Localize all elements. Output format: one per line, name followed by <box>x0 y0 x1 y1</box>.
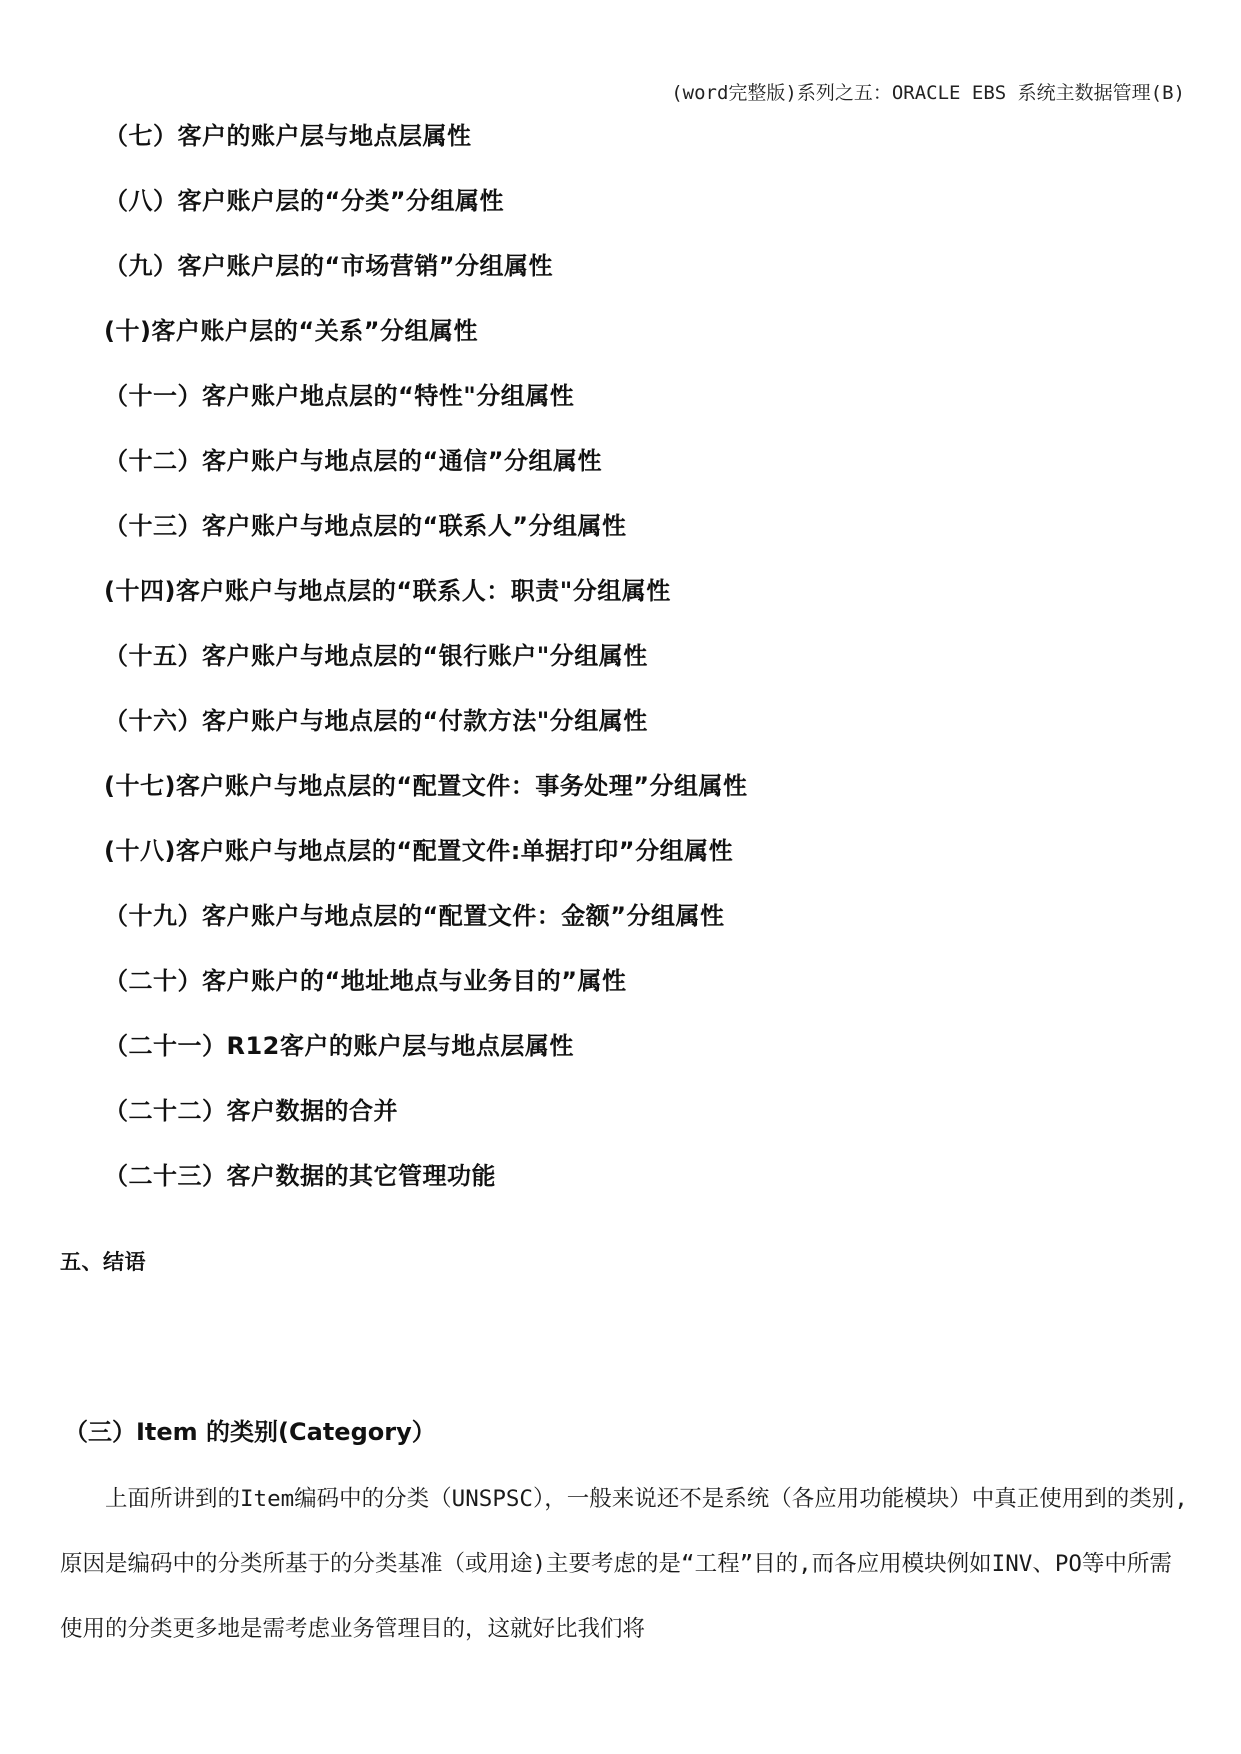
toc-item-19: （十九）客户账户与地点层的“配置文件：金额”分组属性 <box>104 902 725 930</box>
toc-item-13: （十三）客户账户与地点层的“联系人”分组属性 <box>104 512 627 540</box>
toc-item-23: （二十三）客户数据的其它管理功能 <box>104 1162 496 1190</box>
toc-item-11: （十一）客户账户地点层的“特性"分组属性 <box>104 382 575 410</box>
toc-item-8: （八）客户账户层的“分类”分组属性 <box>104 187 505 215</box>
section-heading-conclusion: 五、结语 <box>60 1250 146 1274</box>
toc-item-12: （十二）客户账户与地点层的“通信”分组属性 <box>104 447 603 475</box>
toc-item-17: (十七)客户账户与地点层的“配置文件：事务处理”分组属性 <box>104 772 748 800</box>
toc-item-10: (十)客户账户层的“关系”分组属性 <box>104 317 478 345</box>
toc-item-7: （七）客户的账户层与地点层属性 <box>104 122 472 150</box>
body-paragraph: 上面所讲到的Item编码中的分类（UNSPSC），一般来说还不是系统（各应用功能模块）中真正使用到的类别,原因是编码中的分类所基于的分类基准（或用途)主要考虑的是“工程”目的,而各应用模块例如INV、PO等中所需使用的分类更多地是需考虑业务管理目的，这就好比我们将 <box>60 1486 1188 1642</box>
toc-item-14: (十四)客户账户与地点层的“联系人：职责"分组属性 <box>104 577 671 605</box>
toc-item-15: （十五）客户账户与地点层的“银行账户"分组属性 <box>104 642 648 670</box>
toc-item-20: （二十）客户账户的“地址地点与业务目的”属性 <box>104 967 627 995</box>
page-header: (word完整版)系列之五：ORACLE EBS 系统主数据管理(B) <box>671 82 1185 104</box>
subsection-heading-item-category: （三）Item 的类别(Category） <box>64 1418 436 1446</box>
toc-item-21: （二十一）R12客户的账户层与地点层属性 <box>104 1032 574 1060</box>
toc-item-22: （二十二）客户数据的合并 <box>104 1097 398 1125</box>
toc-item-18: (十八)客户账户与地点层的“配置文件:单据打印”分组属性 <box>104 837 734 865</box>
toc-item-9: （九）客户账户层的“市场营销”分组属性 <box>104 252 554 280</box>
table-of-contents <box>104 118 747 1223</box>
toc-item-16: （十六）客户账户与地点层的“付款方法"分组属性 <box>104 707 648 735</box>
